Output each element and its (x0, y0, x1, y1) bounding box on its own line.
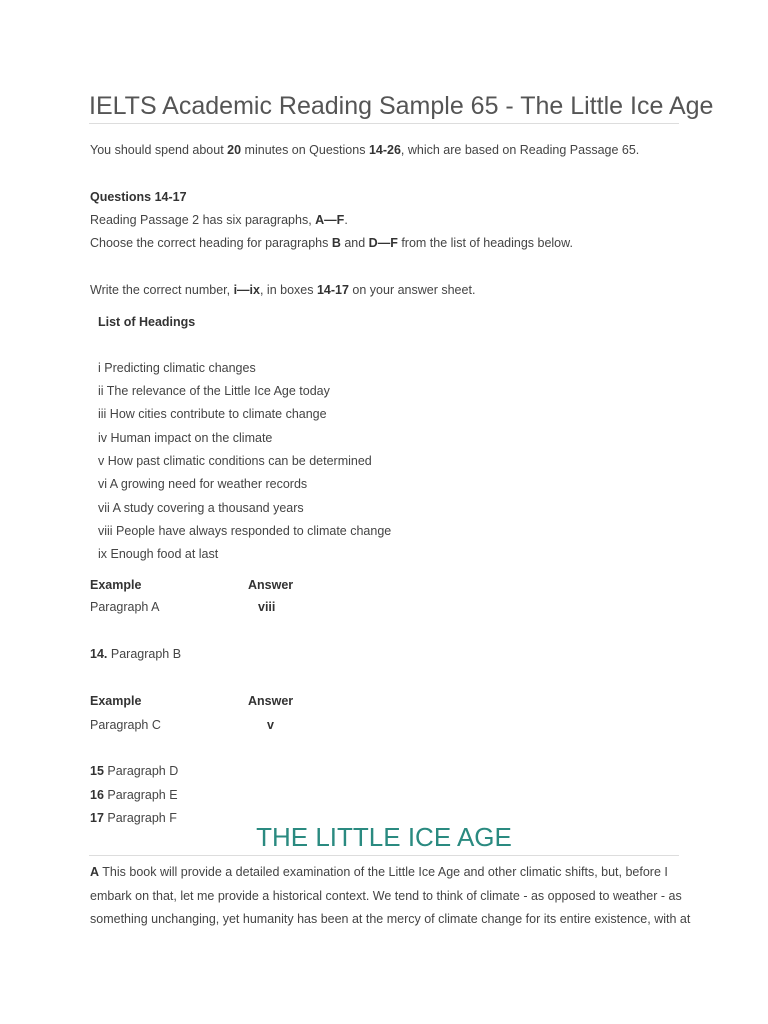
heading-item: ii The relevance of the Little Ice Age today (98, 384, 330, 398)
instruction-1: Reading Passage 2 has six paragraphs, A—F. (90, 213, 348, 227)
question-15: 15 Paragraph D (90, 764, 179, 778)
heading-item: i Predicting climatic changes (98, 361, 256, 375)
questions-heading: Questions 14-17 (90, 190, 187, 204)
passage-line: something unchanging, yet humanity has been at the mercy of climate change for its entire existence, with at (90, 912, 691, 926)
heading-item: vi A growing need for weather records (98, 477, 308, 491)
instruction-2: Choose the correct heading for paragraphs B and D—F from the list of headings below. (90, 236, 573, 250)
instruction-3: Write the correct number, i—ix, in boxes 14-17 on your answer sheet. (90, 283, 476, 297)
heading-item: iii How cities contribute to climate change (98, 407, 327, 421)
intro-text: You should spend about 20 minutes on Questions 14-26, which are based on Reading Passage 65. (90, 143, 640, 157)
example-paragraph: Paragraph A (90, 600, 160, 614)
example-paragraph: Paragraph C (90, 718, 161, 732)
page-title: IELTS Academic Reading Sample 65 - The Little Ice Age (89, 92, 714, 120)
passage-line: A This book will provide a detailed examination of the Little Ice Age and other climatic shifts, but, before I (90, 865, 668, 879)
answer-label: Answer (248, 694, 294, 708)
example-label: Example (90, 578, 142, 592)
question-17: 17 Paragraph F (90, 811, 177, 825)
question-14: 14. Paragraph B (90, 647, 182, 661)
question-16: 16 Paragraph E (90, 788, 178, 802)
passage-line: embark on that, let me provide a historical context. We tend to think of climate - as opposed to weather - as (90, 889, 682, 903)
divider (89, 855, 679, 856)
example-answer: v (267, 718, 274, 732)
passage-title: THE LITTLE ICE AGE (256, 822, 512, 852)
heading-item: vii A study covering a thousand years (98, 501, 304, 515)
heading-item: v How past climatic conditions can be determined (98, 454, 372, 468)
answer-label: Answer (248, 578, 294, 592)
heading-item: iv Human impact on the climate (98, 431, 273, 445)
heading-item: viii People have always responded to climate change (98, 524, 392, 538)
divider (89, 123, 679, 124)
example-label: Example (90, 694, 142, 708)
list-heading: List of Headings (98, 315, 196, 329)
example-answer: viii (258, 600, 276, 614)
heading-item: ix Enough food at last (98, 547, 219, 561)
